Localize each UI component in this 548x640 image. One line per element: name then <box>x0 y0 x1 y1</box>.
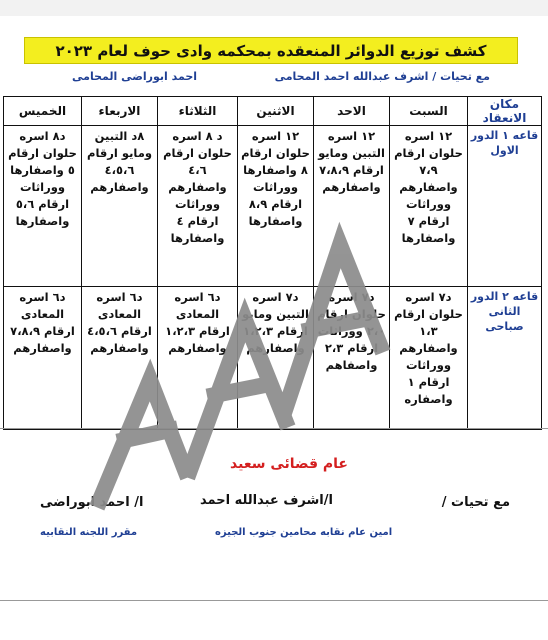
role-text-2: مقرر اللجنه النقابيه <box>40 527 138 538</box>
bottom-divider <box>0 600 548 601</box>
table-cell: د٦ اسره المعادى ارقام ٤،٥،٦ واصفارهم <box>82 287 158 430</box>
lawyer-line: احمد ابوراضى المحامى <box>72 70 198 83</box>
signature-name-2: ا/ احمد ابوراضى <box>40 495 144 510</box>
table-cell: د ٨ اسره حلوان ارقام ٤،٦ واصفارهم ووراثات ارقام ٤ واصفارها <box>158 126 238 287</box>
table-cell: د٦ اسره المعادى ارقام ١،٢،٣ واصفارهم <box>158 287 238 430</box>
table-cell: د٧ اسره التبين ومايو ارقام ١،٢،٣ واصفارهم <box>238 287 314 430</box>
header-sunday: الاحد <box>314 97 390 126</box>
place-cell: قاعه ٢ الدور الثانى صباحى <box>468 287 542 430</box>
header-wednesday: الاربعاء <box>82 97 158 126</box>
header-place: مكان الانعقاد <box>468 97 542 126</box>
header-monday: الاثنين <box>238 97 314 126</box>
table-cell: ١٢ اسره حلوان ارقام ٧،٩ واصفارهم ووراثات ارقام ٧ واصفارها <box>390 126 468 287</box>
table-row <box>4 287 542 430</box>
table-cell: د٦ اسره المعادى ارقام ٧،٨،٩ واصفارهم <box>4 287 82 430</box>
document-title: كشف توزيع الدوائر المنعقده بمحكمه وادى حوف لعام ٢٠٢٣ <box>24 37 518 64</box>
table-row <box>4 126 542 287</box>
table-cell: د٧ اسره حلوان ارقام ٢،٠ ووراثات ارقام ٢،٣ واصفاهم <box>314 287 390 430</box>
table-cell: ١٢ اسره التبين ومايو ارقام ٧،٨،٩ واصفارهم <box>314 126 390 287</box>
header-tuesday: الثلاثاء <box>158 97 238 126</box>
greeting-text: عام قضائى سعيد <box>230 456 348 472</box>
table-cell: د٨ اسره حلوان ارقام ٥ واصفارها ووراثات ارقام ٥،٦ واصفارها <box>4 126 82 287</box>
header-saturday: السبت <box>390 97 468 126</box>
top-strip <box>0 0 548 16</box>
table-cell: ٨د التبين ومايو ارقام ٤،٥،٦ واصفارهم <box>82 126 158 287</box>
regards-line: مع تحيات / اشرف عبدالله احمد المحامى <box>274 70 490 83</box>
place-cell: قاعه ١ الدور الاول <box>468 126 542 287</box>
signature-name-1: ا/اشرف عبدالله احمد <box>200 493 333 508</box>
signature-regards: مع تحيات / <box>441 495 510 510</box>
schedule-table <box>3 96 542 430</box>
table-cell: ١٢ اسره حلوان ارقام ٨ واصفارها ووراثات ارقام ٨،٩ واصفارها <box>238 126 314 287</box>
divider-line <box>0 428 548 429</box>
header-thursday: الخميس <box>4 97 82 126</box>
role-text-1: امين عام نقابه محامين جنوب الجيزه <box>215 527 393 538</box>
table-header-row <box>4 97 542 126</box>
table-cell: د٧ اسره حلوان ارقام ١،٣ واصفارهم ووراثات ارقام ١ واصفاره <box>390 287 468 430</box>
